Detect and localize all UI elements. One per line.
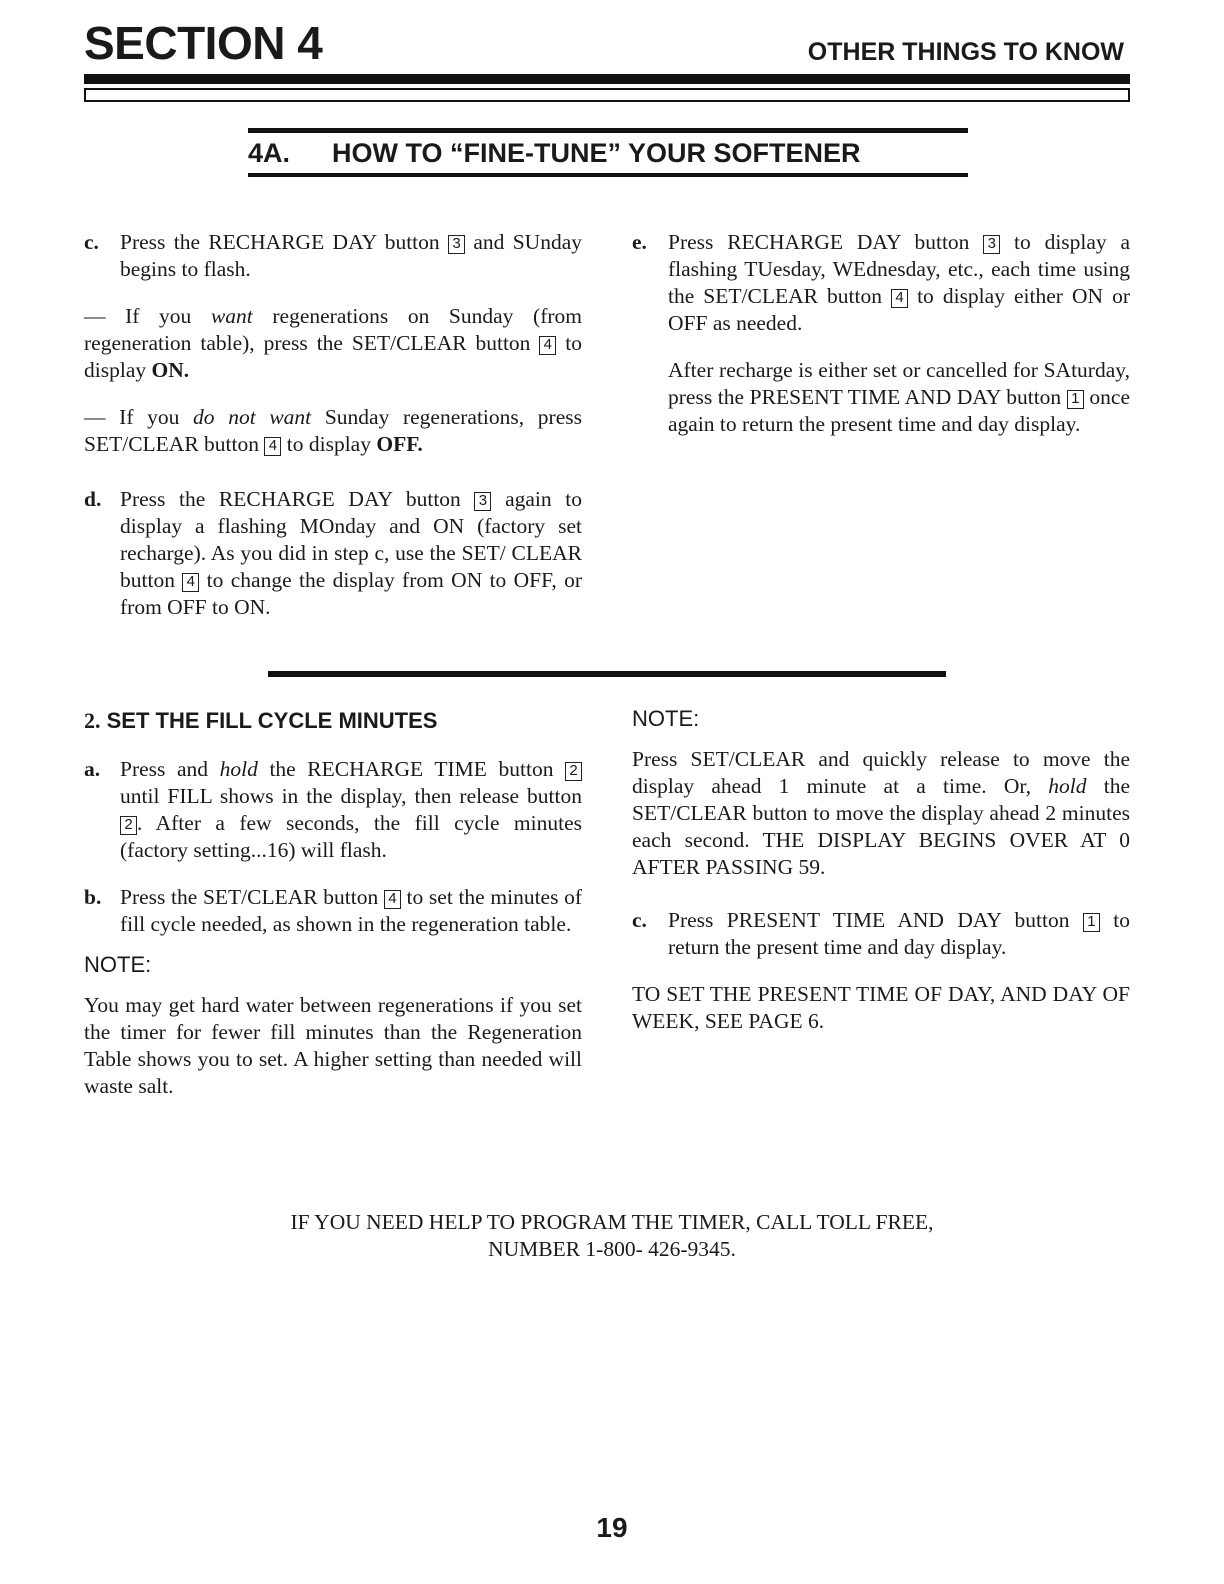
subheading-rule-bottom <box>248 173 968 177</box>
want-text-2: regenerations on Sunday (from regeneration table), press the SET/CLEAR button <box>84 304 583 355</box>
note-heading-left: NOTE: <box>84 952 152 977</box>
subheading <box>248 140 861 167</box>
fill-cycle-heading <box>84 708 582 734</box>
step-c-item <box>84 229 582 283</box>
top-right-column <box>632 229 1130 458</box>
step-a-item <box>84 756 582 864</box>
key-1-icon: 1 <box>1067 390 1084 409</box>
not-want-off: OFF. <box>376 432 423 456</box>
step-e-text-3: to display either ON or OFF as needed. <box>668 284 1130 335</box>
section-title: SECTION 4 <box>84 17 323 69</box>
step-d-label: d. <box>84 487 102 511</box>
step-c-text: Press the RECHARGE DAY button <box>120 230 440 254</box>
want-text: — If you <box>84 304 192 328</box>
step-e-item <box>632 229 1130 337</box>
step-a-text-3: until FILL shows in the display, then release button <box>120 784 582 808</box>
step-d-text: Press the RECHARGE DAY button <box>120 487 461 511</box>
step-e-text-2: to display a flashing TUesday, WEdnesday, etc., each time using the SET/CLEAR button <box>668 230 1131 308</box>
not-want-text-3: to display <box>286 432 371 456</box>
want-paragraph <box>84 303 582 384</box>
step-a-emphasis: hold <box>219 757 258 781</box>
step-b-text: Press the SET/CLEAR button <box>120 885 379 909</box>
header-rule-thick <box>84 74 1130 84</box>
step-b-label: b. <box>84 885 102 909</box>
key-2-icon: 2 <box>120 816 137 835</box>
present-time-reference: TO SET THE PRESENT TIME OF DAY, AND DAY OF WEEK, SEE PAGE 6. <box>632 982 1130 1033</box>
want-emphasis: want <box>210 304 253 328</box>
top-left-column <box>84 229 582 641</box>
note-heading-right: NOTE: <box>632 706 700 731</box>
step-d-text-3: to change the display from ON to OFF, or from OFF to ON. <box>120 568 583 619</box>
step-e-text: Press RECHARGE DAY button <box>668 230 970 254</box>
after-text: After recharge is either set or cancelled for SAturday, press the PRESENT TIME AND DAY button <box>668 358 1130 409</box>
section-subtitle: OTHER THINGS TO KNOW <box>807 38 1124 66</box>
step-c2-text-2: to return the present time and day display. <box>668 908 1131 959</box>
want-on: ON. <box>151 358 190 382</box>
key-4-icon: 4 <box>182 573 199 592</box>
note-text-left: You may get hard water between regenerations if you set the timer for fewer fill minutes than the Regeneration Table shows you to set. A higher setting than needed will waste salt. <box>84 993 582 1098</box>
fill-cycle-heading-text: SET THE FILL CYCLE MINUTES <box>106 708 438 733</box>
note-right-text: Press SET/CLEAR and quickly release to move the display ahead 1 minute at a time. Or, <box>632 747 1130 798</box>
subheading-title: HOW TO “FINE-TUNE” YOUR SOFTENER <box>332 138 861 168</box>
key-2-icon: 2 <box>565 762 582 781</box>
step-c-label: c. <box>84 230 99 254</box>
want-text-3: to display <box>84 331 582 382</box>
subheading-number: 4A. <box>248 138 291 168</box>
step-a-text-4: . After a few seconds, the fill cycle minutes (factory setting...16) will flash. <box>120 811 582 862</box>
middle-rule <box>268 671 946 677</box>
key-4-icon: 4 <box>891 289 908 308</box>
help-line-1: IF YOU NEED HELP TO PROGRAM THE TIMER, CALL TOLL FREE, <box>290 1210 934 1234</box>
key-4-icon: 4 <box>384 890 401 909</box>
not-want-text: — If you <box>84 405 180 429</box>
page-number: 19 <box>596 1512 628 1543</box>
step-a-text: Press and <box>120 757 209 781</box>
step-d-item <box>84 486 582 621</box>
note-right-text-2: the SET/CLEAR button to move the display ahead 2 minutes each second. THE DISPLAY BEGINS OVER AT 0 AFTER PASSING 59. <box>632 774 1131 879</box>
help-line-2: NUMBER 1-800- 426-9345. <box>488 1237 736 1261</box>
key-3-icon: 3 <box>474 492 491 511</box>
key-3-icon: 3 <box>983 235 1000 254</box>
fill-cycle-heading-number: 2. <box>84 708 101 733</box>
key-4-icon: 4 <box>539 336 556 355</box>
help-footer <box>0 1209 1224 1263</box>
step-a-label: a. <box>84 757 101 781</box>
step-e-label: e. <box>632 230 647 254</box>
bottom-left-column <box>84 708 582 1120</box>
bottom-right-column <box>632 706 1130 1055</box>
step-c-text-2: and SUnday begins to flash. <box>120 230 582 281</box>
not-want-emphasis: do not want <box>193 405 312 429</box>
step-a-text-2: the RECHARGE TIME button <box>269 757 554 781</box>
header-rule-outline <box>84 88 1130 102</box>
not-want-text-2: Sunday regenerations, press SET/CLEAR button <box>84 405 582 456</box>
key-4-icon: 4 <box>264 437 281 456</box>
after-text-2: once again to return the present time and day display. <box>668 385 1130 436</box>
step-b-text-2: to set the minutes of fill cycle needed, as shown in the regeneration table. <box>120 885 583 936</box>
key-1-icon: 1 <box>1083 913 1100 932</box>
note-text-right <box>632 746 1130 881</box>
key-3-icon: 3 <box>448 235 465 254</box>
step-b-item <box>84 884 582 938</box>
note-right-emphasis: hold <box>1048 774 1087 798</box>
after-recharge-paragraph <box>632 357 1130 438</box>
step-d-text-2: again to display a flashing MOnday and ON (factory set recharge). As you did in step c, use the SET/ CLEAR button <box>120 487 583 592</box>
not-want-paragraph <box>84 404 582 458</box>
step-c2-item <box>632 907 1130 961</box>
step-c2-label: c. <box>632 908 647 932</box>
subheading-rule-top <box>248 128 968 133</box>
step-c2-text: Press PRESENT TIME AND DAY button <box>668 908 1070 932</box>
